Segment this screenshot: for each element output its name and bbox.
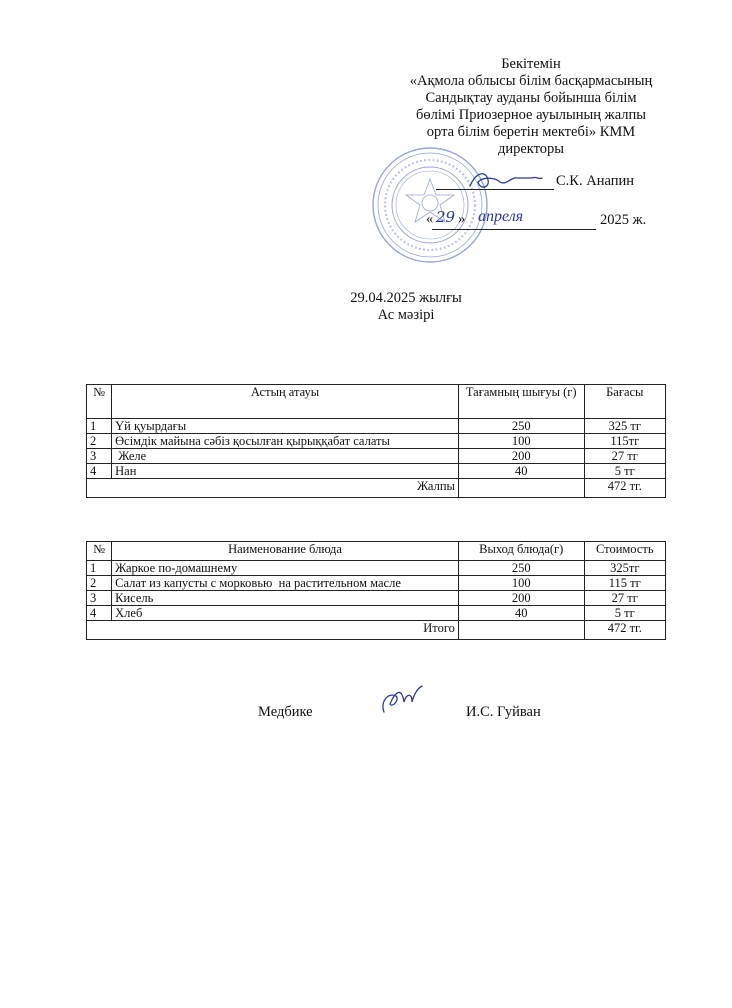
cell-yield: 100 — [458, 576, 584, 591]
cell-dish: Нан — [112, 464, 459, 479]
col-header-number: № — [87, 385, 112, 419]
total-label: Жалпы — [112, 479, 459, 498]
cell-yield: 200 — [458, 449, 584, 464]
cell-price: 325тг — [584, 561, 665, 576]
col-header-number: № — [87, 542, 112, 561]
col-header-dish: Астың атауы — [112, 385, 459, 419]
cell-price: 5 тг — [584, 464, 665, 479]
table-row — [87, 606, 666, 621]
col-header-price: Бағасы — [584, 385, 665, 419]
approval-line: Сандықтау ауданы бойынша білім — [425, 90, 637, 106]
cell-empty — [458, 479, 584, 498]
cell-number: 2 — [87, 434, 112, 449]
table-row — [87, 591, 666, 606]
approval-line: «Ақмола облысы білім басқармасының — [409, 73, 653, 89]
cell-price: 5 тг — [584, 606, 665, 621]
cell-number: 4 — [87, 606, 112, 621]
table-row — [87, 419, 666, 434]
menu-date: 29.04.2025 жылғы — [350, 290, 462, 306]
cell-number: 1 — [87, 419, 112, 434]
cell-number: 3 — [87, 591, 112, 606]
approval-line: директоры — [497, 141, 565, 157]
menu-table-kz — [86, 384, 666, 498]
cell-price: 115тг — [584, 434, 665, 449]
cell-dish: Үй қуырдағы — [112, 419, 459, 434]
quote-close: » — [458, 211, 466, 227]
cell-yield: 250 — [458, 561, 584, 576]
cell-yield: 40 — [458, 464, 584, 479]
cell-price: 27 тг — [584, 591, 665, 606]
cell-empty — [458, 621, 584, 640]
cell-yield: 250 — [458, 419, 584, 434]
cell-empty — [87, 479, 112, 498]
cell-dish: Жаркое по-домашнему — [112, 561, 459, 576]
table-row — [87, 561, 666, 576]
nurse-name: И.С. Гуйван — [466, 704, 541, 720]
approval-year: 2025 ж. — [600, 212, 647, 228]
col-header-dish: Наименование блюда — [112, 542, 459, 561]
director-name: С.К. Анапин — [556, 173, 634, 189]
approval-line: Бекітемін — [501, 56, 561, 72]
cell-number: 2 — [87, 576, 112, 591]
cell-dish: Желе — [112, 449, 459, 464]
cell-dish: Салат из капусты с морковью на растительном масле — [112, 576, 459, 591]
menu-title: Ас мәзірі — [377, 307, 435, 323]
cell-yield: 40 — [458, 606, 584, 621]
table-total-row — [87, 621, 666, 640]
cell-dish: Кисель — [112, 591, 459, 606]
table-row — [87, 576, 666, 591]
cell-price: 27 тг — [584, 449, 665, 464]
cell-number: 4 — [87, 464, 112, 479]
table-header-row — [87, 542, 666, 561]
cell-price: 115 тг — [584, 576, 665, 591]
approval-line: орта білім беретін мектебі» КММ — [426, 124, 636, 140]
date-line — [432, 229, 596, 230]
approval-date-row — [426, 208, 666, 233]
table-total-row — [87, 479, 666, 498]
cell-empty — [87, 621, 112, 640]
approval-month: апреля — [478, 208, 524, 225]
cell-number: 3 — [87, 449, 112, 464]
approval-block — [376, 56, 686, 158]
total-value: 472 тг. — [584, 479, 665, 498]
cell-number: 1 — [87, 561, 112, 576]
table-row — [87, 434, 666, 449]
cell-yield: 200 — [458, 591, 584, 606]
total-label: Итого — [112, 621, 459, 640]
table-row — [87, 464, 666, 479]
nurse-signature — [378, 684, 426, 720]
table-header-row — [87, 385, 666, 419]
menu-table-ru — [86, 541, 666, 640]
cell-yield: 100 — [458, 434, 584, 449]
director-signature — [466, 166, 546, 194]
quote-open: « — [426, 211, 434, 227]
cell-dish: Өсімдік майына сәбіз қосылған қырыққабат салаты — [112, 434, 459, 449]
cell-price: 325 тг — [584, 419, 665, 434]
total-value: 472 тг. — [584, 621, 665, 640]
col-header-yield: Выход блюда(г) — [458, 542, 584, 561]
table-row — [87, 449, 666, 464]
cell-dish: Хлеб — [112, 606, 459, 621]
official-stamp — [370, 145, 490, 265]
approval-day: 29 — [436, 208, 456, 226]
col-header-yield: Тағамның шығуы (г) — [458, 385, 584, 419]
col-header-price: Стоимость — [584, 542, 665, 561]
nurse-role: Медбике — [258, 704, 313, 720]
approval-line: бөлімі Приозерное ауылының жалпы — [416, 107, 646, 123]
